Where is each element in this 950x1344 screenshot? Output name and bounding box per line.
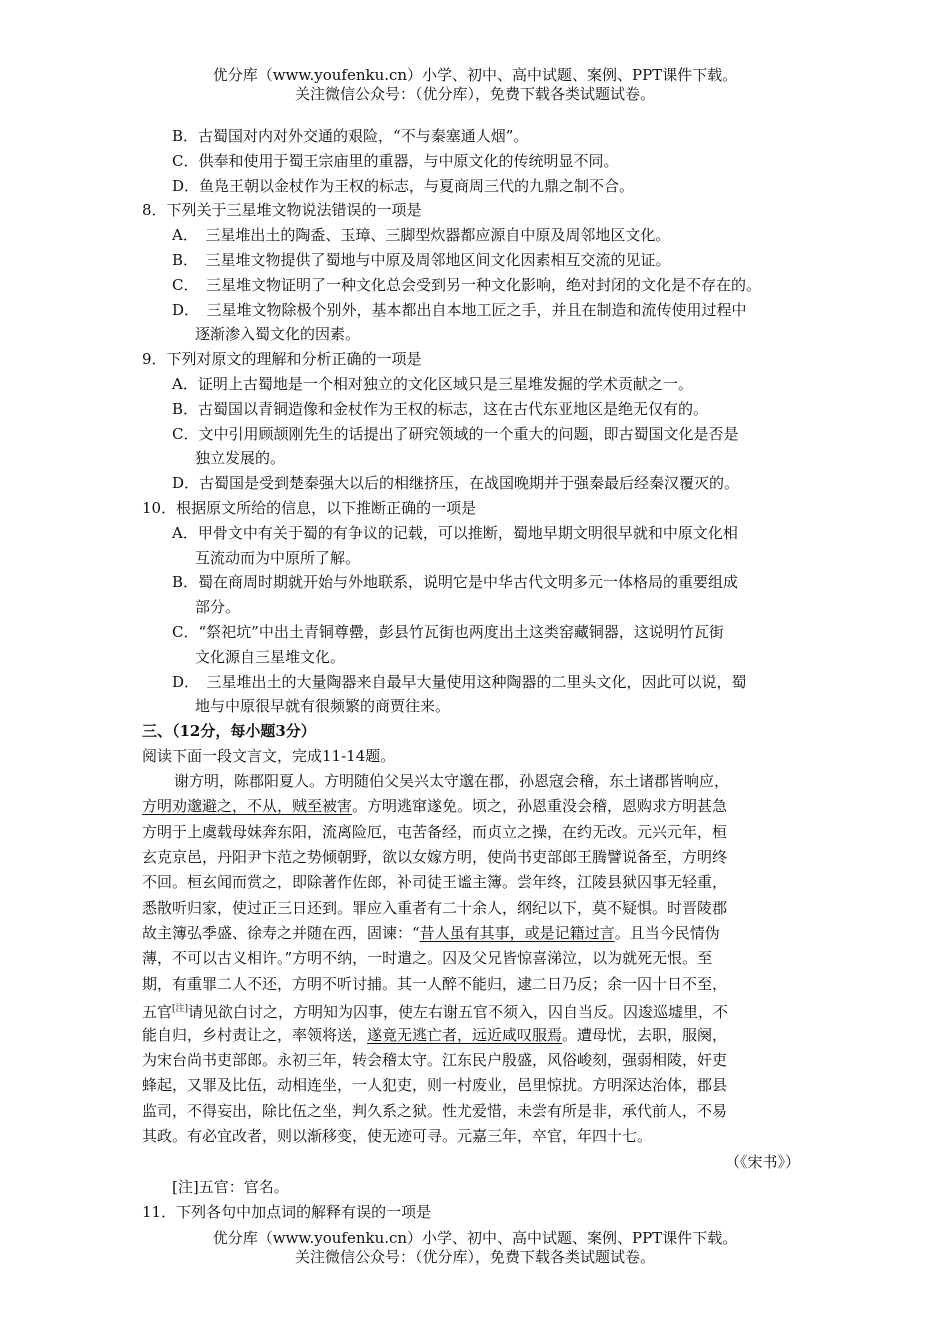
passage-line: [0, 921, 950, 946]
note-marker: [注]: [172, 1004, 189, 1015]
passage-text: 故主簿弘季盛、徐寿之并随在西，固谏：“: [142, 924, 420, 943]
underlined-sentence-1: 方明劝邈避之，不从，贼至被害: [142, 797, 353, 816]
q8-option-a: A． 三星堆出土的陶盉、玉璋、三脚型炊器都应源自中原及周邻地区文化。: [172, 226, 671, 245]
footnote: [注]五官：官名。: [172, 1177, 289, 1196]
q9-option-c-cont: 独立发展的。: [195, 449, 286, 468]
q9-option-c: C．文中引用顾颉刚先生的话提出了研究领域的一个重大的问题，即古蜀国文化是否是: [172, 424, 739, 443]
passage-line: 方明于上虞载母妹奔东阳，流离险厄，屯苦备经，而贞立之操，在约无改。元兴元年，桓: [142, 822, 728, 841]
q10-option-c: C．“祭祀坑”中出土青铜尊罍，彭县竹瓦街也两度出土这类窑藏铜器，这说明竹瓦街: [172, 622, 724, 641]
q7-option-c: C．供奉和使用于蜀王宗庙里的重器，与中原文化的传统明显不同。: [172, 151, 619, 170]
passage-line: 其政。有必宜改者，则以渐移变，使无迹可寻。元嘉三年，卒官，年四十七。: [142, 1127, 653, 1146]
classical-passage: [0, 769, 950, 1175]
document-body: [0, 124, 950, 1225]
q10-option-b: B．蜀在商周时期就开始与外地联系，说明它是中华古代文明多元一体格局的重要组成: [172, 573, 739, 592]
passage-line: 不回。桓玄闻而赏之，即除著作佐郎，补司徒王谧主簿。尝年终，江陵县狱囚事无轻重，: [142, 873, 728, 892]
q10-option-a-cont: 互流动而为中原所了解。: [195, 548, 361, 567]
page-header: [0, 66, 950, 104]
q8-option-b: B． 三星堆文物提供了蜀地与中原及周邻地区间文化因素相互交流的见证。: [172, 250, 671, 269]
q7-option-d: D．鱼凫王朝以金杖作为王权的标志，与夏商周三代的九鼎之制不合。: [172, 176, 635, 195]
passage-line: 期，有重罪二人不还，方明不听讨捕。其一人醉不能归，逮二日乃反；余一囚十日不至，: [142, 974, 728, 993]
passage-source: （《宋书》）: [724, 1152, 800, 1171]
q8-stem: 8．下列关于三星堆文物说法错误的一项是: [142, 201, 422, 220]
passage-line: 悉散听归家，使过正三日还到。罪应入重者有二十余人，纲纪以下，莫不疑惧。时晋陵郡: [142, 898, 728, 917]
section-3-title: 三、（12分，每小题3分）: [142, 722, 316, 741]
underlined-sentence-2: 昔人虽有其事，或是记籍过言: [419, 924, 615, 943]
passage-line: 薄，不可以古义相许。”方明不纳，一时遣之。囚及父兄皆惊喜涕泣，以为就死无恨。至: [142, 949, 713, 968]
passage-text: 五官: [142, 1003, 173, 1022]
passage-line: 玄克京邑，丹阳尹卞范之势倾朝野，欲以女嫁方明，使尚书吏部郎王腾譬说备至，方明终: [142, 847, 728, 866]
q10-option-d: D． 三星堆出土的大量陶器来自最早大量使用这种陶器的二里头文化，因此可以说，蜀: [172, 672, 747, 691]
page-footer: [0, 1229, 950, 1267]
q9-option-d: D．古蜀国是受到楚秦强大以后的相继挤压，在战国晚期并于强秦最后经秦汉覆灭的。: [172, 474, 740, 493]
passage-text: 。方明逃窜遂免。顷之，孙恩重没会稽，恩购求方明甚急: [352, 797, 728, 816]
passage-text: 请见欲白讨之，方明知为囚事，使左右谢五官不须入，囚自当反。囚逡巡墟里，不: [188, 1003, 729, 1022]
passage-line: [0, 997, 950, 1022]
q10-option-a: A．甲骨文中有关于蜀的有争议的记载，可以推断，蜀地早期文明很早就和中原文化相: [172, 523, 738, 542]
underlined-sentence-3: 遂竟无逃亡者，远近咸叹服焉: [367, 1025, 563, 1044]
passage-text: 能自归，乡村责让之，率领将送，: [142, 1025, 368, 1044]
passage-text: 。且当今民情伪: [614, 924, 720, 943]
passage-text: 。遭母忧，去职，服阕，: [562, 1025, 728, 1044]
passage-line: 为宋台尚书吏部郎。永初三年，转会稽太守。江东民户殷盛，风俗峻刻，强弱相陵，奸吏: [142, 1051, 728, 1070]
q9-option-b: B．古蜀国以青铜造像和金杖作为王权的标志，这在古代东亚地区是绝无仅有的。: [172, 399, 709, 418]
q10-option-c-cont: 文化源自三星堆文化。: [195, 647, 346, 666]
q8-option-d-cont: 逐渐渗入蜀文化的因素。: [195, 325, 361, 344]
q9-option-a: A．证明上古蜀地是一个相对独立的文化区域只是三星堆发掘的学术贡献之一。: [172, 374, 693, 393]
section-3-instruction: 阅读下面一段文言文，完成11-14题。: [142, 746, 396, 765]
header-line-2: 关注微信公众号：（优分库），免费下载各类试题试卷。: [294, 85, 655, 103]
passage-line: 监司，不得妄出，除比伍之坐，判久系之狱。性尤爱惜，未尝有所是非，承代前人，不易: [142, 1101, 728, 1120]
passage-line: [0, 794, 950, 819]
q10-option-d-cont: 地与中原很早就有很频繁的商贾往来。: [195, 697, 451, 716]
q8-option-d: D． 三星堆文物除极个别外，基本都出自本地工匠之手，并且在制造和流传使用过程中: [172, 300, 747, 319]
header-line-1: 优分库（www.youfenku.cn）小学、初中、高中试题、案例、PPT课件下载。: [212, 66, 738, 84]
q10-stem: 10．根据原文所给的信息，以下推断正确的一项是: [142, 498, 477, 517]
q7-option-b: B．古蜀国对内对外交通的艰险，“不与秦塞通人烟”。: [172, 127, 529, 145]
passage-line: 蜂起，又罪及比伍，动相连坐，一人犯吏，则一村废业，邑里惊扰。方明深达治体，郡县: [142, 1076, 728, 1095]
q9-stem: 9．下列对原文的理解和分析正确的一项是: [142, 350, 422, 369]
q11-stem: 11．下列各句中加点词的解释有误的一项是: [142, 1202, 432, 1221]
footer-line-2: 关注微信公众号：（优分库），免费下载各类试题试卷。: [294, 1248, 655, 1266]
passage-line: 谢方明，陈郡阳夏人。方明随伯父吴兴太守邈在郡，孙恩寇会稽，东土诸郡皆响应，: [174, 771, 730, 790]
passage-line: [0, 1023, 950, 1048]
footer-line-1: 优分库（www.youfenku.cn）小学、初中、高中试题、案例、PPT课件下载。: [212, 1229, 738, 1247]
q8-option-c: C． 三星堆文物证明了一种文化总会受到另一种文化影响，绝对封闭的文化是不存在的。: [172, 275, 761, 294]
q10-option-b-cont: 部分。: [195, 598, 241, 617]
